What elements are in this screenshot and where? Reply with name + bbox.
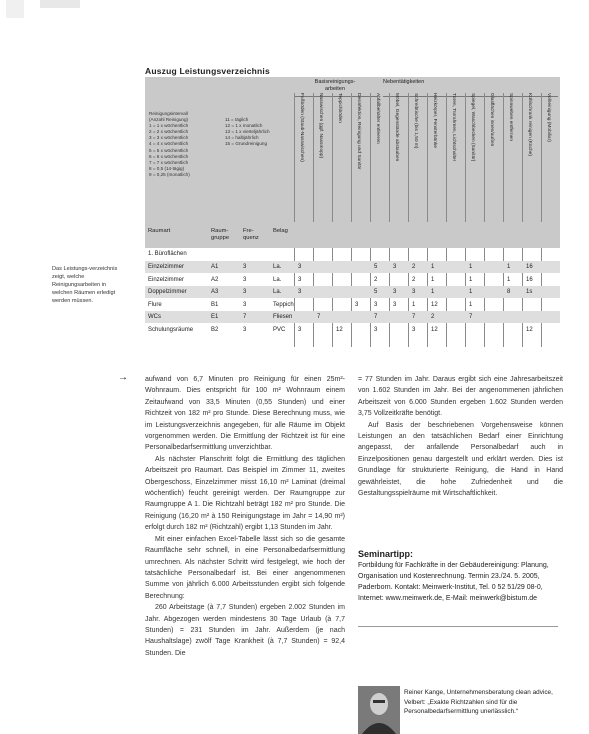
cell-freq: 3 [243, 289, 247, 295]
corner-tab [40, 0, 80, 8]
group-header-basis: Basisreinigungs- arbeiten [314, 79, 356, 92]
table-header-bg [145, 77, 560, 222]
legend-line: 7 = 7 x wöchentlich [149, 159, 189, 165]
legend-line: 9 = 0,25 (monatlich) [149, 171, 190, 177]
column-header-label: Spinnweben entfernen [508, 93, 513, 142]
table-row [145, 311, 560, 323]
column-header-label: Schreibtische (bis 1,50 m) [413, 93, 418, 149]
legend-line: 3 = 3 x wöchentlich [149, 135, 189, 141]
cell-group: E1 [211, 314, 219, 320]
group-header-neben: Nebentätigkeiten [383, 79, 425, 85]
column-header-vertical [354, 93, 364, 221]
table-row [145, 324, 560, 336]
cell-belag: Teppich [273, 301, 294, 308]
cell-value: 1 [431, 289, 435, 295]
legend-line: 8 = 0,5 (14-tägig) [149, 165, 185, 171]
column-header-vertical [373, 93, 383, 221]
table-row [145, 274, 560, 286]
cell-value: 1 [469, 289, 473, 295]
column-header-vertical [544, 93, 554, 221]
cell-value: 16 [526, 264, 533, 270]
legend-line: 11 = täglich [225, 117, 249, 122]
cell-value: 3 [412, 289, 416, 295]
column-header-vertical [468, 93, 478, 221]
column-header-vertical [449, 93, 459, 221]
legend-line: Reinigungsintervall [149, 111, 188, 116]
cell-value: 12 [431, 301, 438, 308]
body-column-left [145, 374, 345, 659]
cell-value: 2 [431, 314, 435, 320]
person-icon [358, 686, 400, 734]
cell-belag: La. [273, 264, 282, 270]
cell-value: 1 [431, 276, 435, 283]
cell-value: 1 [469, 264, 473, 270]
legend-intervals [149, 111, 190, 178]
column-header-vertical [525, 93, 535, 221]
side-note: Das Leistungs-verzeichnis zeigt, welche Reinigungsarbeiten in welchen Räumen erledigt werden müssen. [52, 266, 118, 304]
cell-name: Schulungsräume [148, 326, 194, 333]
cell-value: 3 [393, 301, 397, 308]
cell-freq: 3 [243, 301, 247, 308]
cell-freq: 3 [243, 326, 247, 333]
cell-value: 1 [412, 301, 416, 308]
column-header-vertical [411, 93, 421, 221]
paragraph: 260 Arbeitstage (à 7,7 Stunden) ergeben 2.002 Stunden im Jahr. Abgezogen werden mindestens 30 Tage Urlaub (à 7,7 Stunden) = 231 Stunden im Jahr. Außerdem (je nach Haushaltslage) zwölf Tage Krankheit (à 7,7 Stunden) = 92,4 Stunden. Die [145, 604, 345, 657]
cell-name: Einzelzimmer [148, 276, 185, 283]
section-label: 1. Büroflächen [148, 251, 187, 257]
legend-intervals-2 [225, 117, 270, 147]
column-header-label: Kühlschrank reinigen (Küche) [527, 93, 532, 156]
cell-belag: La. [273, 289, 282, 295]
legend-line: (Anzahl Reinigung) [149, 117, 189, 123]
cell-value: 3 [393, 289, 397, 295]
section-row [145, 248, 560, 260]
cell-name: Flure [148, 301, 162, 308]
hdr-frequenz: Fre- quenz [243, 228, 259, 241]
column-header-label: Vollreinigung (Mobiliar) [546, 93, 551, 142]
column-header-label: Fußböden (Staub-Nasswischen) [299, 93, 304, 162]
cell-value: 5 [374, 264, 378, 270]
cell-value: 3 [374, 301, 378, 308]
column-header-label: Abfallbehälter entleeren [375, 93, 380, 144]
cell-value: 3 [393, 264, 397, 270]
cell-value: 12 [431, 326, 438, 333]
column-header-label: Teppichböden [337, 93, 342, 123]
legend-line: 14 = halbjährlich [225, 135, 259, 141]
column-header-label: Nasswischen (ggf. Nassmopp) [318, 93, 323, 159]
legend-line: 15 = Grundreinigung [225, 141, 268, 147]
column-header-vertical [430, 93, 440, 221]
cell-value: 1 [507, 264, 511, 270]
column-header-row [145, 222, 560, 248]
cell-value: 2 [412, 264, 416, 270]
cell-freq: 3 [243, 276, 247, 283]
cell-value: 7 [412, 314, 416, 320]
column-header-label: Spiegel, Waschbecken (Sanitär) [470, 93, 475, 162]
cell-value: 1 [507, 276, 511, 283]
hdr-raumgruppe: Raum- gruppe [211, 228, 230, 241]
column-header-vertical [335, 93, 345, 221]
column-header-vertical [392, 93, 402, 221]
cell-group: B1 [211, 301, 219, 308]
cell-value: 3 [374, 326, 378, 333]
legend-line: 12 = 1 x monatlich [225, 123, 263, 129]
table-row [145, 299, 560, 311]
legend-line: 13 = 1 x vierteljährlich [225, 129, 270, 135]
arrow-right-icon: → [118, 372, 128, 383]
cell-group: A3 [211, 289, 219, 295]
paragraph: aufwand von 6,7 Minuten pro Reinigung für einen 25m²-Wohnraum. Dies entspricht für 100 m² Wohnraum einem Zeitaufwand von 33,5 Minuten (0,55 Stunden) und einer Richtzeit von 182 m² pro Stunde. Diese Berechnung muss, wie im Leistungsverzeichnis angegeben, für alle Räume im Objekt vorgenommen werden. Die Ermittlung der Richtzeit ist für eine Personalbedarfsermittlung unverzichtbar. [145, 376, 345, 452]
cell-value: 1 [431, 264, 435, 270]
seminar-title: Seminartipp: [358, 549, 414, 559]
table-row [145, 286, 560, 298]
cell-belag: PVC [273, 326, 286, 333]
hdr-raumart: Raumart [148, 228, 171, 234]
cell-group: B2 [211, 326, 219, 333]
cell-name: WCs [148, 314, 161, 320]
column-header-vertical [316, 93, 326, 221]
portrait-photo [358, 686, 400, 734]
column-header-vertical [297, 93, 307, 221]
cell-value: 3 [298, 289, 302, 295]
column-header-vertical [506, 93, 516, 221]
cell-value: 3 [412, 326, 416, 333]
table-title: Auszug Leistungsverzeichnis [145, 66, 270, 76]
cell-value: 16 [526, 276, 533, 283]
cell-name: Doppelzimmer [148, 289, 187, 295]
column-header-label: Glasflächen innen/außen [489, 93, 494, 147]
divider [358, 626, 558, 627]
cell-value: 3 [298, 264, 302, 270]
paragraph: Mit einer einfachen Excel-Tabelle lässt sich so die gesamte Raumfläche sehr schnell, in eine Personalbedarfsermittlung umrechnen. Als nächster Schritt wird festgelegt, wie hoch der tatsächliche Personalbedarf ist. Bei einer angenommenen Summe von jährlich 6.000 Arbeitsstunden ergibt sich folgende Berechnung: [145, 535, 345, 600]
cell-belag: La. [273, 276, 282, 283]
column-header-label: Möbel, Gegenstände abstauben [394, 93, 399, 162]
legend-line: 5 = 5 x wöchentlich [149, 147, 189, 153]
cell-value: 7 [374, 314, 378, 320]
legend-line: 1 = 1 x wöchentlich [149, 123, 189, 129]
cell-freq: 3 [243, 264, 247, 270]
table-row [145, 261, 560, 273]
paragraph: Auf Basis der beschriebenen Vorgehensweise können Leistungen an den tatsächlichen Bedarf einer Einrichtung angepasst, der anfallende Personalbedarf auch in Einzelpositionen genau dargestellt und erklärt werden. Dies ist Grundlage für strukturierte Reinigung, die Hand in Hand gewährleistet, die hohe Zufriedenheit und die Gestaltungsspielräume mit Wirtschaftlichkeit. [358, 421, 563, 498]
expert-quote: Reiner Kange, Unternehmensberatung clean advice, Velbert: „Exakte Richtzahlen sind für die Personalbedarfsermittlung unerlässlich.“ [404, 689, 553, 716]
cell-freq: 7 [243, 314, 247, 320]
cell-value: 8 [507, 289, 511, 295]
legend-line: 2 = 2 x wöchentlich [149, 129, 189, 135]
legend-line: 6 = 6 x wöchentlich [149, 153, 189, 159]
paragraph: Als nächster Planschritt folgt die Ermittlung des täglichen Arbeitszeit pro Raumart. Das Beispiel im Zimmer 11, zweites Obergeschoss, Einzelzimmer misst 16,10 m² Laminat (dreimal wöchentlich) feucht gereinigt werden. Der Raumgruppe zur Raumgruppe A 1. Die Richtzahl beträgt 182 m² pro Stunde. Die Reinigung (16,20 m² à 150 Reinigungstage im Jahr = 14,90 m²) erfolgt durch 182 m² (Richtzahl) ergibt 1,13 Stunden im Jahr. [145, 455, 345, 532]
cell-group: A2 [211, 276, 219, 283]
cell-value: 1 [469, 276, 473, 283]
legend-line: 4 = 4 x wöchentlich [149, 141, 189, 147]
cell-group: A1 [211, 264, 219, 270]
cell-value: 7 [317, 314, 321, 320]
paragraph: = 77 Stunden im Jahr. Daraus ergibt sich eine Jahresarbeitszeit von 1.602 Stunden im Jahr. Bei der angenommenen jährlichen Arbeitszeit von 6.000 Stunden ergeben 1.602 Stunden werden 3,75 Vollzeitkräfte benötigt. [358, 376, 563, 418]
cell-value: 12 [526, 326, 533, 333]
cell-value: 3 [355, 301, 359, 308]
cell-value: 12 [336, 326, 343, 333]
cell-value: 3 [298, 326, 302, 333]
column-header-vertical [487, 93, 497, 221]
cell-value: 1 [469, 301, 473, 308]
cell-belag: Fliesen [273, 314, 293, 320]
corner-mark [6, 0, 24, 18]
column-header-label: Heizkörper, Fensterbänke [432, 93, 437, 148]
cell-value: 3 [298, 276, 302, 283]
column-header-label: Desinfektion, Reinigung und Sanitär [356, 93, 361, 170]
body-column-right [358, 374, 563, 499]
cell-value: 1s [526, 289, 533, 295]
cell-value: 2 [374, 276, 378, 283]
cell-value: 2 [412, 276, 416, 283]
cell-value: 7 [469, 314, 473, 320]
seminar-text: Fortbildung für Fachkräfte in der Gebäudereinigung: Planung, Organisation und Kostenrechnung. Termin 23./24. 5. 2005, Paderborn. Kontakt: Meinwerk-Institut, Tel. 0 52 51/29 08-0, Internet: www.meinwerk.de, E-Mail: meinwerk@bistum.de [358, 562, 549, 602]
cell-value: 5 [374, 289, 378, 295]
hdr-belag: Belag [273, 228, 288, 234]
column-header-label: Türen, Türrahmen, Lichtschalter [451, 93, 456, 162]
cell-name: Einzelzimmer [148, 264, 185, 270]
service-table [145, 77, 560, 347]
